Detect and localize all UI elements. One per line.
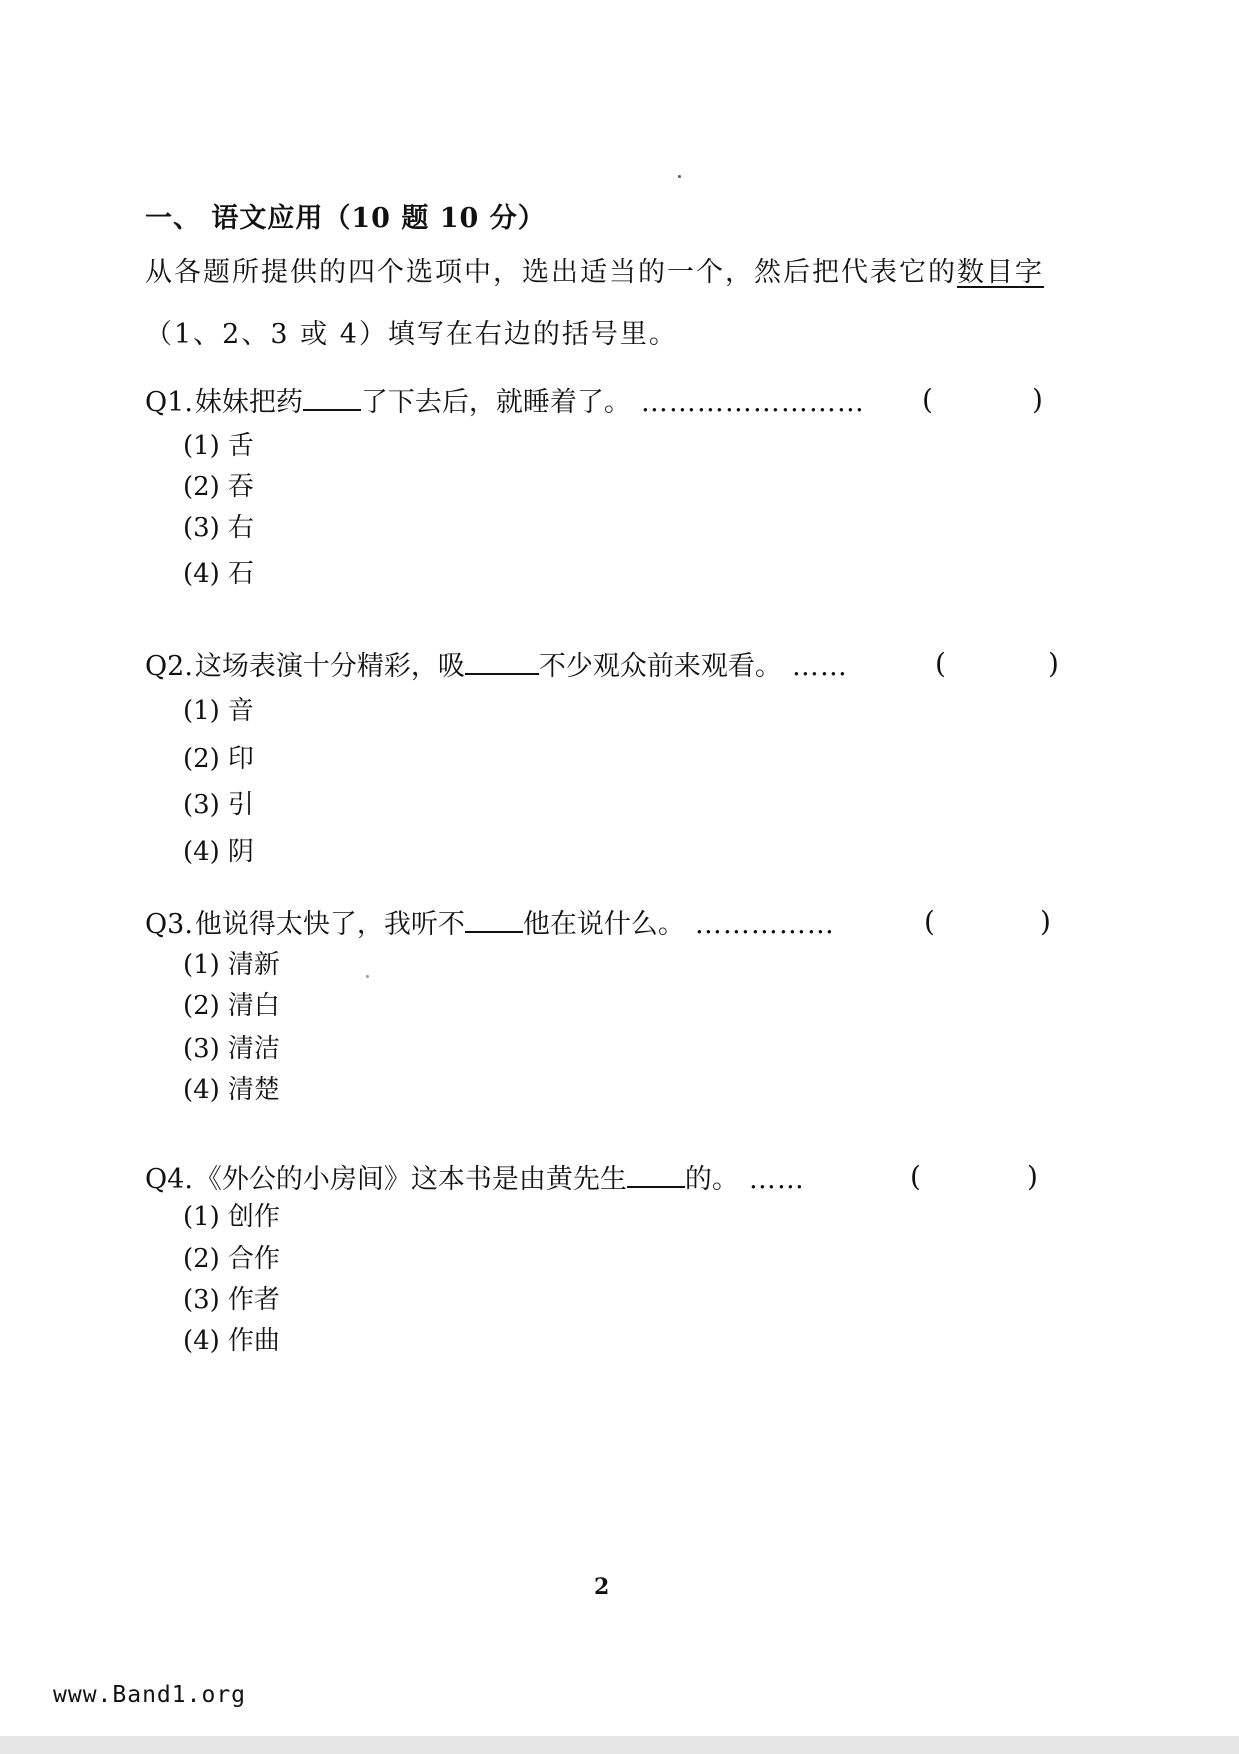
question-number: Q4. [145,1164,193,1195]
option-3: (3) 清洁 [183,1034,280,1064]
footer-watermark: www.Band1.org [53,1682,247,1708]
question-number: Q2. [145,651,193,682]
instruction-underlined-term: 数目字 [957,257,1044,288]
option-2: (2) 印 [183,744,254,774]
question-1 [145,380,865,419]
leader-dots: …………… [694,909,835,940]
answer-paren-close: ) [1040,905,1051,938]
question-number: Q1. [145,387,193,418]
question-3 [145,902,835,941]
answer-blank [303,405,361,411]
option-2: (2) 吞 [183,472,254,502]
instruction-line-1 [145,250,1044,289]
instruction-line-2: （1、2、3 或 4）填写在右边的括号里。 [145,319,678,350]
option-1: (1) 创作 [183,1202,280,1232]
question-text-after: 他在说什么。 [522,909,685,940]
option-1: (1) 音 [183,696,254,726]
question-text-after: 的。 [684,1164,739,1195]
page-number: 2 [594,1574,610,1600]
scan-edge [0,1736,1239,1754]
option-4: (4) 清楚 [183,1075,280,1105]
option-3: (3) 右 [183,513,254,543]
answer-paren-close: ) [1027,1160,1038,1193]
option-3: (3) 作者 [183,1285,280,1315]
answer-paren-open: ( [910,1160,921,1193]
question-text-before: 这场表演十分精彩，吸 [194,651,465,682]
answer-blank [627,1182,685,1188]
instruction-text: 从各题所提供的四个选项中，选出适当的一个，然后把代表它的 [145,257,957,288]
question-2 [145,644,848,683]
option-2: (2) 合作 [183,1244,280,1274]
section-title: 一、 语文应用（10 题 10 分） [145,203,546,234]
leader-dots: …… [791,651,848,682]
leader-dots: …………………… [640,387,865,418]
option-4: (4) 作曲 [183,1326,280,1356]
answer-blank [465,669,539,675]
answer-paren-close: ) [1048,647,1059,680]
question-4 [145,1157,805,1196]
option-1: (1) 舌 [183,431,254,461]
question-text-before: 他说得太快了，我听不 [194,909,465,940]
option-1: (1) 清新 [183,950,280,980]
scan-speck [678,175,681,178]
answer-paren-close: ) [1032,383,1043,416]
question-text-before: 《外公的小房间》这本书是由黄先生 [194,1164,627,1195]
scan-speck [366,975,369,978]
option-4: (4) 阴 [183,837,254,867]
question-text-after: 了下去后，就睡着了。 [360,387,631,418]
answer-paren-open: ( [922,383,933,416]
answer-blank [465,927,523,933]
answer-paren-open: ( [935,647,946,680]
option-2: (2) 清白 [183,991,280,1021]
question-text-before: 妹妹把药 [194,387,303,418]
option-3: (3) 引 [183,790,254,820]
option-4: (4) 石 [183,559,254,589]
question-text-after: 不少观众前来观看。 [538,651,782,682]
answer-paren-open: ( [924,905,935,938]
leader-dots: …… [748,1164,805,1195]
question-number: Q3. [145,909,193,940]
